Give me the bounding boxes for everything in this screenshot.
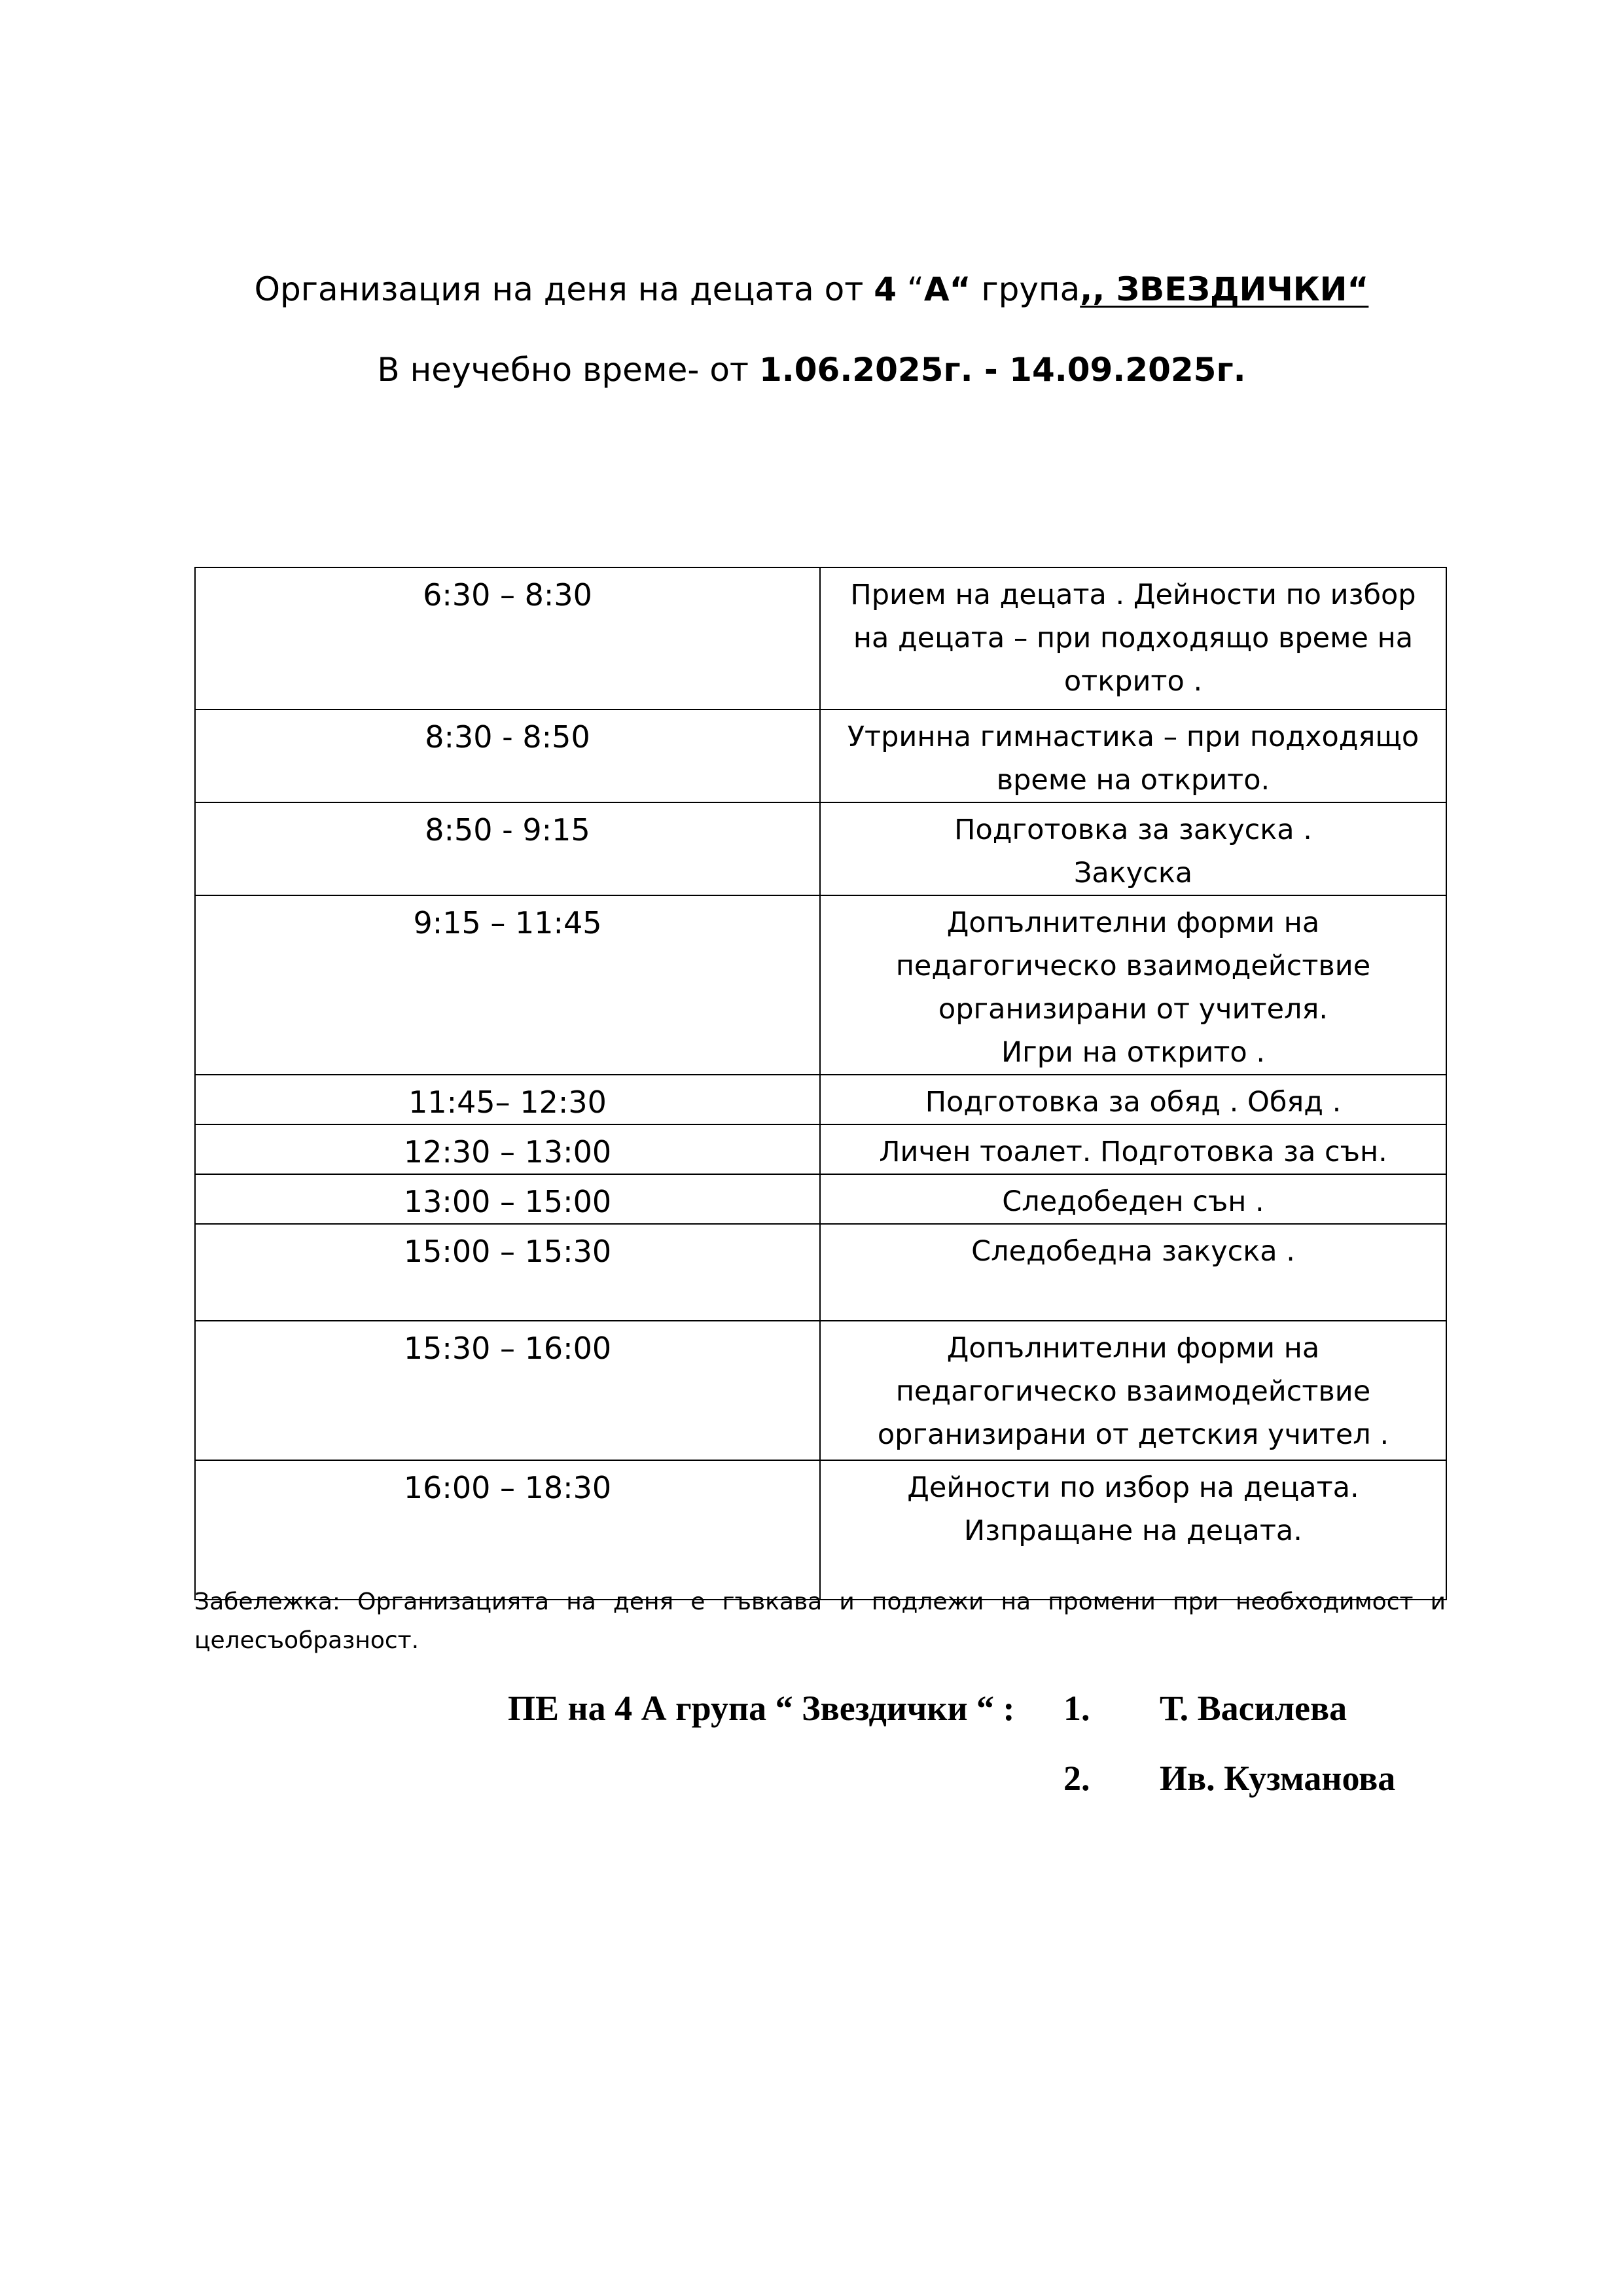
note-text: Забележка: Организацията на деня е гъвкава и подлежи на промени при необходимост и целесъобразност.: [194, 1588, 1446, 1654]
title-quote: “: [897, 270, 924, 308]
activity-line: Личен тоалет. Подготовка за сън.: [879, 1136, 1387, 1168]
activity-line: Изпращане на децата.: [964, 1515, 1302, 1547]
document-subtitle: [0, 350, 1623, 389]
activity-line: педагогическо взаимодействие: [895, 950, 1371, 982]
table-row: [195, 802, 1446, 895]
time-cell: 11:45– 12:30: [195, 1075, 820, 1124]
activity-cell: [820, 1321, 1446, 1460]
activity-cell: [820, 567, 1446, 709]
activity-cell: [820, 1174, 1446, 1224]
time-cell: 9:15 – 11:45: [195, 895, 820, 1075]
table-row: [195, 1124, 1446, 1174]
signature-prefix: ПЕ на 4 А група “ Звездички “ :: [508, 1689, 1015, 1728]
activity-line: Закуска: [1073, 857, 1193, 889]
activity-line: Допълнителни форми на: [946, 1332, 1320, 1365]
time-cell: 12:30 – 13:00: [195, 1124, 820, 1174]
time-cell: 8:50 - 9:15: [195, 802, 820, 895]
activity-line: Подготовка за обяд . Обяд .: [925, 1086, 1342, 1119]
activity-cell: [820, 709, 1446, 802]
teacher-2-name: Ив. Кузманова: [1160, 1759, 1396, 1798]
activity-line: Прием на децата . Дейности по избор: [850, 579, 1416, 611]
activity-line: Утринна гимнастика – при подходящо: [847, 721, 1419, 753]
time-cell: 8:30 - 8:50: [195, 709, 820, 802]
table-row: [195, 1174, 1446, 1224]
time-cell: 13:00 – 15:00: [195, 1174, 820, 1224]
teacher-1-number: 1.: [1063, 1689, 1090, 1728]
activity-cell: [820, 1460, 1446, 1600]
activity-cell: [820, 1224, 1446, 1321]
table-row: [195, 1224, 1446, 1321]
time-cell: 16:00 – 18:30: [195, 1460, 820, 1600]
teacher-1-name: Т. Василева: [1160, 1689, 1347, 1728]
table-row: [195, 895, 1446, 1075]
period-dates: 1.06.2025г. - 14.09.2025г.: [758, 351, 1246, 389]
activity-line: открито .: [1063, 665, 1203, 698]
group-name: ,, ЗВЕЗДИЧКИ“: [1080, 270, 1369, 308]
document-title: [0, 270, 1623, 309]
title-text-2: група: [971, 270, 1080, 308]
table-row: [195, 1460, 1446, 1600]
activity-line: Подготовка за закуска .: [954, 814, 1312, 846]
group-number: 4: [874, 270, 897, 308]
table-row: [195, 1321, 1446, 1460]
activity-line: педагогическо взаимодействие: [895, 1375, 1371, 1408]
activity-line: Следобедна закуска .: [971, 1235, 1295, 1268]
activity-line: Допълнителни форми на: [946, 906, 1320, 939]
time-cell: 15:30 – 16:00: [195, 1321, 820, 1460]
activity-line: Дейности по избор на децата.: [907, 1471, 1359, 1504]
activity-line: организирани от детския учител .: [877, 1418, 1389, 1451]
period-prefix: В неучебно време- от: [377, 351, 759, 389]
time-cell: 6:30 – 8:30: [195, 567, 820, 709]
activity-cell: [820, 802, 1446, 895]
table-row: [195, 1075, 1446, 1124]
activity-line: време на открито.: [996, 764, 1270, 797]
activity-line: Игри на открито .: [1001, 1036, 1266, 1069]
schedule-table: [194, 567, 1447, 1600]
activity-cell: [820, 1075, 1446, 1124]
activity-line: организирани от учителя.: [938, 993, 1329, 1026]
table-row: [195, 567, 1446, 709]
title-text-1: Организация на деня на децата от: [254, 270, 874, 308]
table-row: [195, 709, 1446, 802]
time-cell: 15:00 – 15:30: [195, 1224, 820, 1321]
activity-line: Следобеден сън .: [1002, 1185, 1264, 1218]
teacher-2-number: 2.: [1063, 1759, 1090, 1798]
group-letter: А“: [923, 270, 971, 308]
activity-cell: [820, 1124, 1446, 1174]
activity-cell: [820, 895, 1446, 1075]
activity-line: на децата – при подходящо време на: [853, 622, 1414, 655]
